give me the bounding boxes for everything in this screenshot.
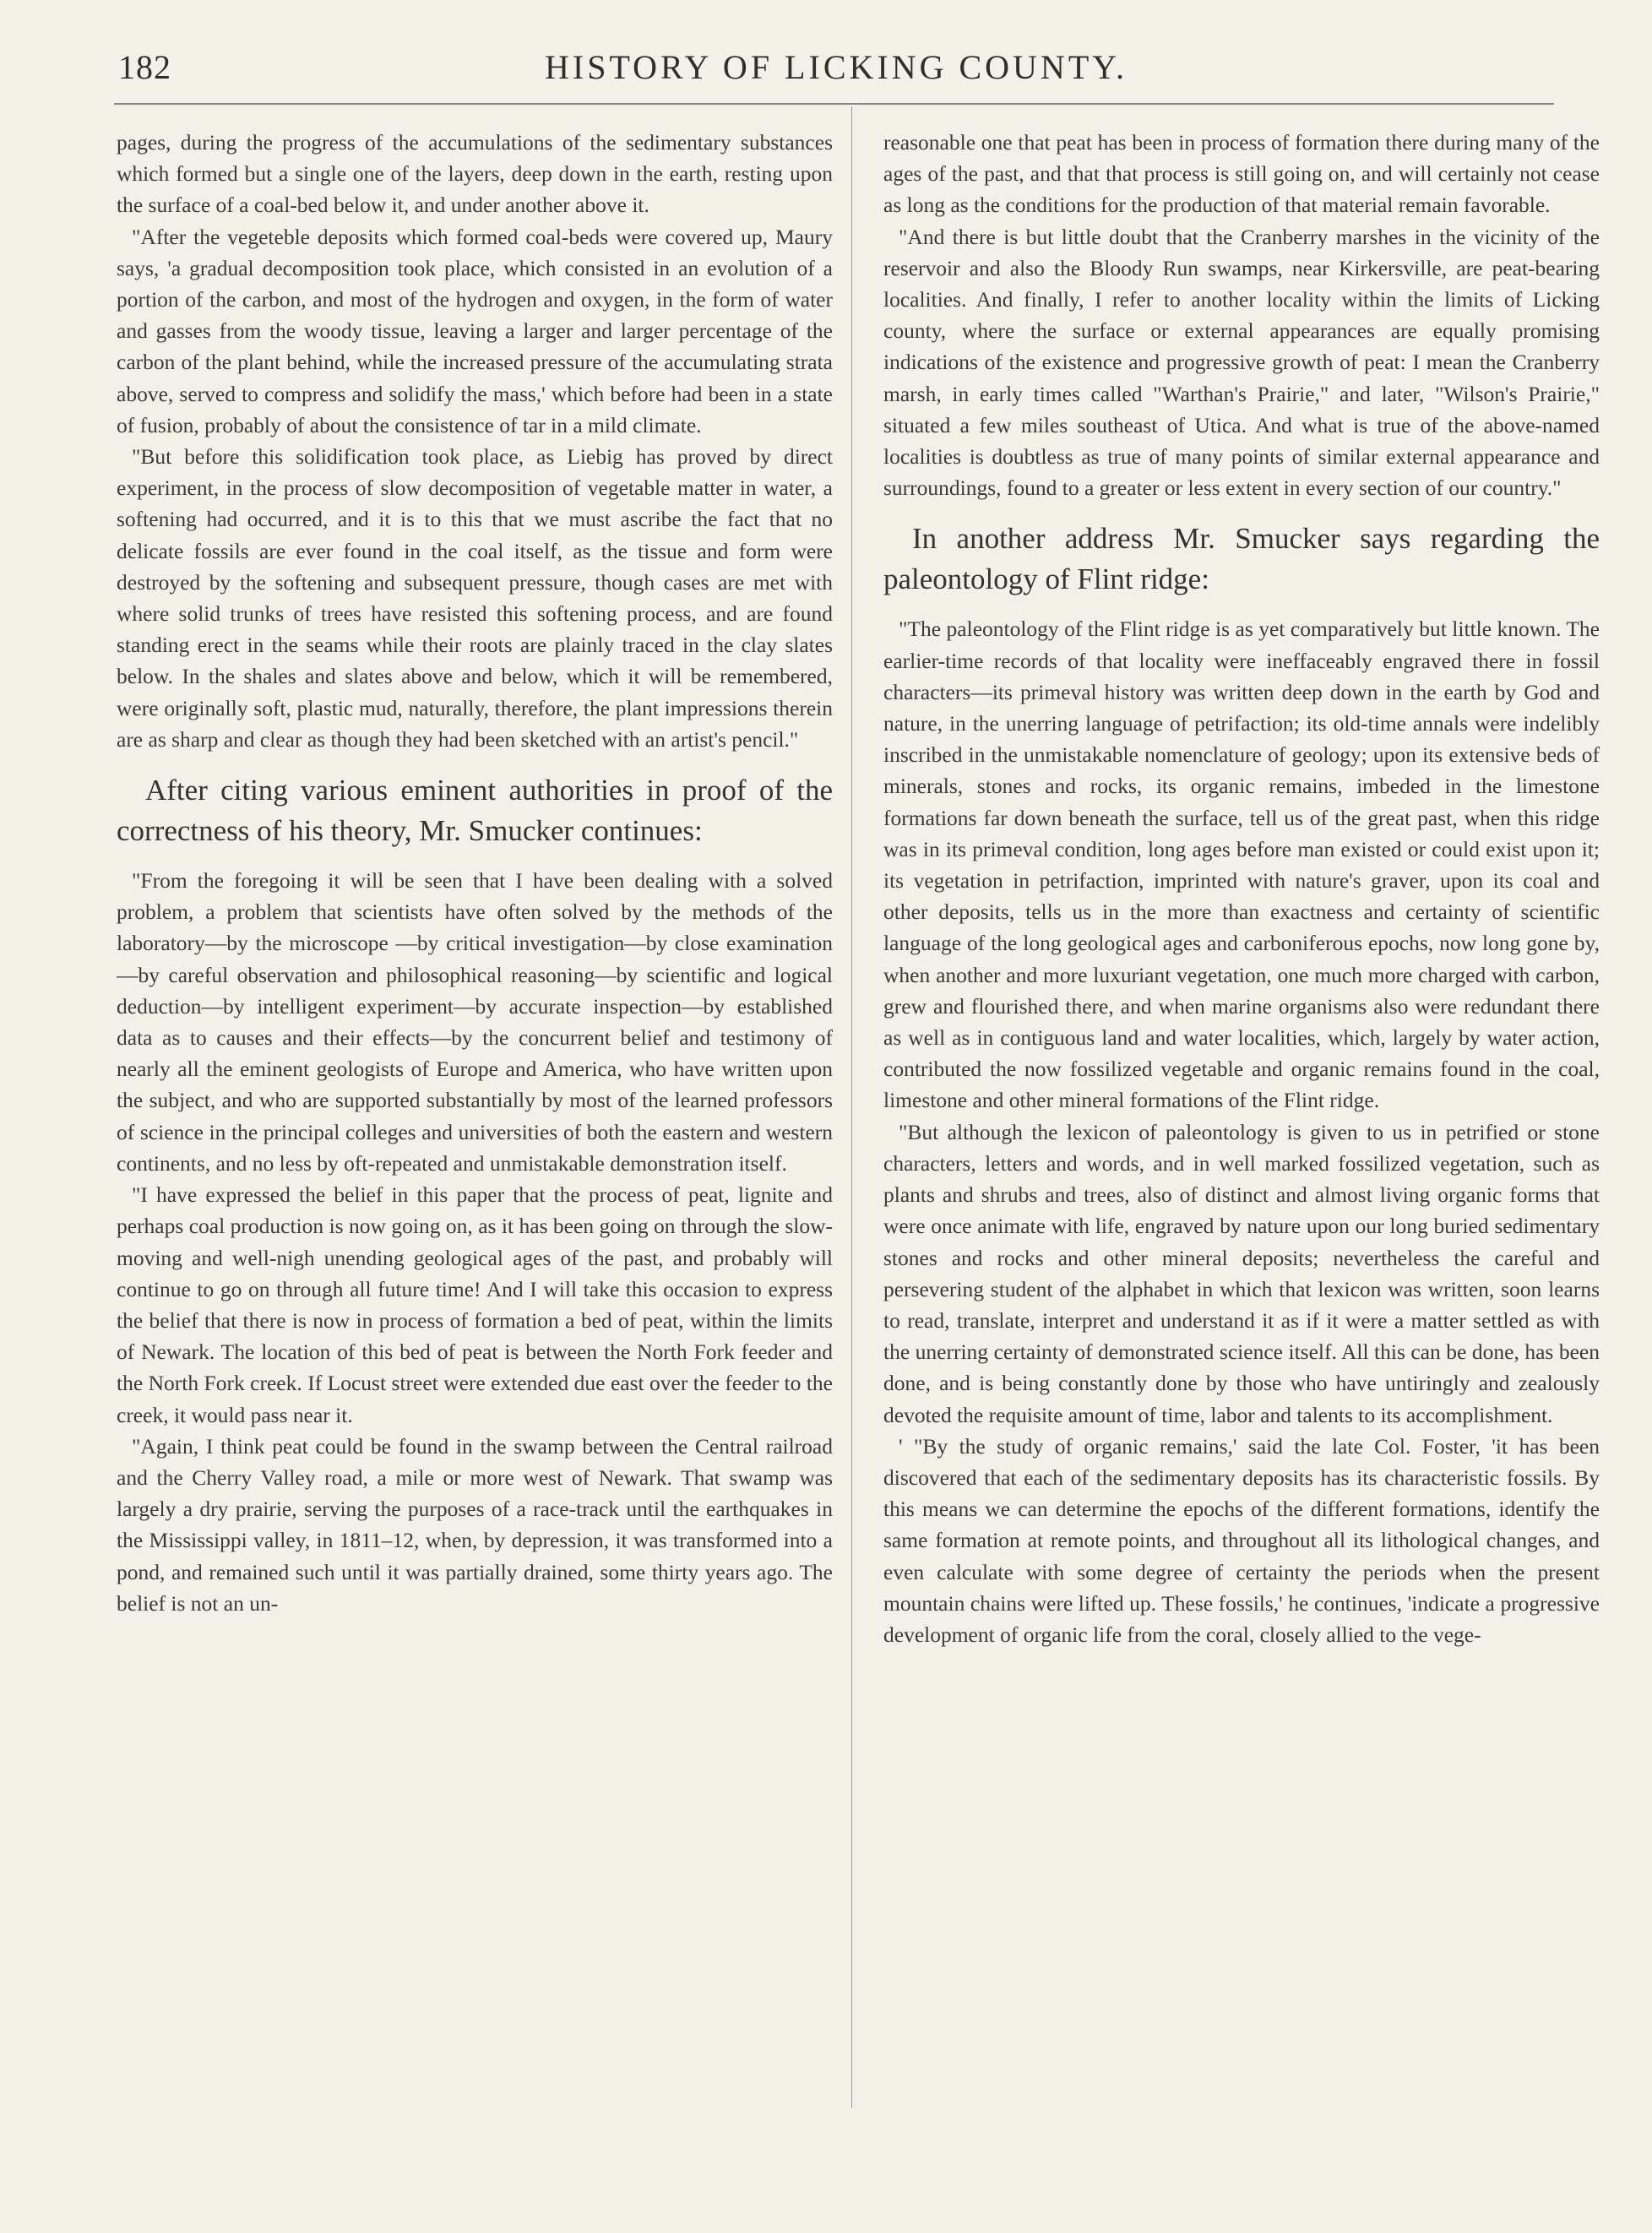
running-title: HISTORY OF LICKING COUNTY. (545, 48, 1128, 86)
paragraph: pages, during the progress of the accumulations of the sedimentary substances which formed but a single one of the layers, deep down in the earth, resting upon the surface of a coal-bed below it, and under another above it. (117, 130, 833, 218)
section-heading: After citing various eminent authorities in proof of the correctness of his theory, Mr. Smucker continues: (117, 774, 833, 848)
paragraph: "And there is but little doubt that the Cranberry marshes in the vicinity of the reservoir and also the Bloody Run swamps, near Kirkersville, are peat-bearing localities. And finally, I refer to another locality within the limits of Licking county, where the surface or external appearances are equally promising indications of the existence and progressive growth of peat: I mean the Cranberry marsh, in early times called "Warthan's Prairie," and later, "Wilson's Prairie," situated a few miles southeast of Utica. And what is true of the above-named localities is doubtless as true of many points of similar external appearance and surroundings, found to a greater or less extent in every section of our country." (883, 224, 1600, 501)
page-number: 182 (118, 48, 171, 86)
left-column (117, 127, 833, 2128)
paragraph: reasonable one that peat has been in process of formation there during many of the ages of the past, and that that process is still going on, and will certainly not cease as long as the conditions for the production of that material remain favorable. (883, 130, 1600, 218)
right-column (883, 127, 1600, 2128)
header-rule (114, 103, 1554, 105)
paragraph: "But although the lexicon of paleontology is given to us in petrified or stone characters, letters and words, and in well marked fossilized vegetation, such as plants and shrubs and trees, also of distinct and almost living organic forms that were once animate with life, engraved by nature upon our long buried sedimentary stones and rocks and other mineral deposits; nevertheless the careful and persevering student of the alphabet in which that lexicon was written, soon learns to read, translate, interpret and understand it as if it were a matter settled as with the unerring certainty of demonstrated science itself. All this can be done, has been done, and is being constantly done by those who have untiringly and zealously devoted the requisite amount of time, labor and talents to its accomplishment. (883, 1119, 1600, 1427)
section-heading: In another address Mr. Smucker says regarding the paleontology of Flint ridge: (883, 522, 1600, 596)
page-header (118, 44, 1554, 95)
paragraph: "Again, I think peat could be found in the swamp between the Central railroad and the Cherry Valley road, a mile or more west of Newark. That swamp was largely a dry prairie, serving the purposes of a race-track until the earthquakes in the Mississippi valley, in 1811–12, when, by depression, it was transformed into a pond, and remained such until it was partially drained, some thirty years ago. The belief is not an un- (117, 1433, 833, 1616)
paragraph: "After the vegeteble deposits which formed coal-beds were covered up, Maury says, 'a gradual decomposition took place, which consisted in an evolution of a portion of the carbon, and most of the hydrogen and oxygen, in the form of water and gasses from the woody tissue, leaving a larger and larger percentage of the carbon of the plant behind, while the increased pressure of the accumulating strata above, served to compress and solidify the mass,' which before had been in a state of fusion, probably of about the consistence of tar in a mild climate. (117, 224, 833, 437)
paragraph: "From the foregoing it will be seen that I have been dealing with a solved problem, a problem that scientists have often solved by the methods of the laboratory—by the microscope —by critical investigation—by close examination—by careful observation and philosophical reasoning—by scientific and logical deduction—by intelligent experiment—by accurate inspection—by established data as to causes and their effects—by the concurrent belief and testimony of nearly all the eminent geologists of Europe and America, who have written upon the subject, and who are supported substantially by most of the learned professors of science in the principal colleges and universities of both the eastern and western continents, and no less by oft-repeated and unmistakable demonstration itself. (117, 868, 833, 1176)
paragraph: ' "By the study of organic remains,' said the late Col. Foster, 'it has been discovered that each of the sedimentary deposits has its characteristic fossils. By this means we can determine the epochs of the different formations, identify the same formation at remote points, and throughout all its lithological changes, and even calculate with some degree of certainty the periods when the present mountain chains were lifted up. These fossils,' he continues, 'indicate a progressive development of organic life from the coral, closely allied to the vege- (883, 1433, 1600, 1647)
column-divider (851, 106, 852, 2108)
paragraph: "I have expressed the belief in this paper that the process of peat, lignite and perhaps coal production is now going on, as it has been going on through the slow-moving and well-nigh unending geological ages of the past, and probably will continue to go on through all future time! And I will take this occasion to express the belief that there is now in process of formation a bed of peat, within the limits of Newark. The location of this bed of peat is between the North Fork feeder and the North Fork creek. If Locust street were extended due east over the feeder to the creek, it would pass near it. (117, 1182, 833, 1427)
paragraph: "The paleontology of the Flint ridge is as yet comparatively but little known. The earlier-time records of that locality were ineffaceably engraved there in fossil characters—its primeval history was written deep down in the earth by God and nature, in the unerring language of petrifaction; its old-time annals were indelibly inscribed in the unmistakable nomenclature of geology; upon its extensive beds of minerals, stones and rocks, its organic remains, imbeded in the limestone formations far down beneath the surface, tell us of the great past, when this ridge was in its primeval condition, long ages before man existed or could exist upon it; its vegetation in petrifaction, imprinted with nature's graver, upon its coal and other deposits, tells us in the more than exactness and certainty of scientific language of the long geological ages and carboniferous epochs, now long gone by, when another and more luxuriant vegetation, one much more charged with carbon, grew and flourished there, and when marine organisms also were redundant there as well as in contiguous land and water localities, which, largely by water action, contributed the now fossilized vegetable and organic remains found in the coal, limestone and other mineral formations of the Flint ridge. (883, 617, 1600, 1113)
paragraph: "But before this solidification took place, as Liebig has proved by direct experiment, in the process of slow decomposition of vegetable matter in water, a softening had occurred, and it is to this that we must ascribe the fact that no delicate fossils are ever found in the coal itself, as the tissue and form were destroyed by the softening and subsequent pressure, though cases are met with where solid trunks of trees have resisted this softening process, and are found standing erect in the seams while their roots are plainly traced in the clay slates below. In the shales and slates above and below, which it will be remembered, were originally soft, plastic mud, naturally, therefore, the plant impressions therein are as sharp and clear as though they had been sketched with an artist's pencil." (117, 444, 833, 752)
